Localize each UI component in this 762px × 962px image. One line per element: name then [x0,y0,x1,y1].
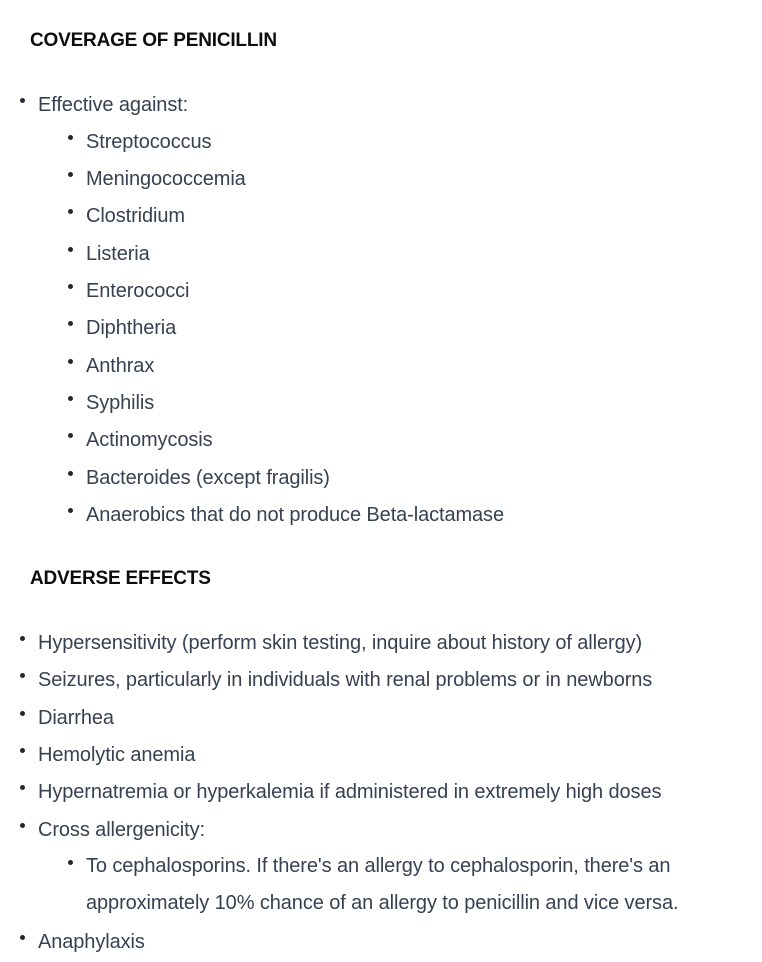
coverage-intro-item [38,92,188,118]
organism-item [86,465,330,491]
organism-text: Diphtheria [86,317,177,339]
bullet-icon [68,433,73,438]
bullet-icon [20,711,25,716]
adverse-text: Anaphylaxis [38,931,145,953]
organism-text: Listeria [86,243,150,265]
organism-item [86,129,211,155]
adverse-text: Seizures, particularly in individuals with renal problems or in newborns [38,669,653,691]
adverse-item [38,742,195,768]
organism-text: Clostridium [86,205,185,227]
cross-allergy-detail-text: To cephalosporins. If there's an allergy to cephalosporin, there's an approximately 10% chance of an allergy to penicillin and vice versa. [86,855,679,914]
adverse-text: Cross allergenicity: [38,819,205,841]
adverse-text: Hemolytic anemia [38,744,196,766]
bullet-icon [68,172,73,177]
adverse-item [38,705,114,731]
organism-item [86,315,176,341]
coverage-heading: COVERAGE OF PENICILLIN [30,30,277,51]
organism-text: Enterococci [86,280,190,302]
bullet-icon [20,785,25,790]
organism-item [86,353,154,379]
bullet-icon [68,247,73,252]
organism-text: Actinomycosis [86,429,213,451]
bullet-icon [20,935,25,940]
bullet-icon [68,396,73,401]
bullet-icon [20,673,25,678]
bullet-icon [20,98,25,103]
organism-item [86,241,150,267]
organism-item [86,166,246,192]
bullet-icon [20,823,25,828]
organism-item [86,502,504,528]
adverse-text: Diarrhea [38,707,114,729]
bullet-icon [68,508,73,513]
cross-allergy-detail-item [86,848,736,922]
organism-text: Anthrax [86,355,155,377]
bullet-icon [68,471,73,476]
bullet-icon [68,321,73,326]
adverse-item [38,779,661,805]
organism-text: Meningococcemia [86,168,246,190]
bullet-icon [68,135,73,140]
adverse-item [38,929,145,955]
organism-text: Streptococcus [86,131,212,153]
organism-text: Anaerobics that do not produce Beta-lactamase [86,504,504,526]
bullet-icon [68,359,73,364]
organism-item [86,390,154,416]
bullet-icon [68,284,73,289]
adverse-item [38,630,642,656]
organism-text: Syphilis [86,392,155,414]
bullet-icon [68,860,73,865]
adverse-heading: ADVERSE EFFECTS [30,568,211,589]
organism-item [86,278,189,304]
adverse-item [38,817,205,843]
adverse-text: Hypersensitivity (perform skin testing, inquire about history of allergy) [38,632,643,654]
adverse-item [38,667,652,693]
organism-item [86,427,213,453]
organism-item [86,203,185,229]
bullet-icon [68,209,73,214]
adverse-text: Hypernatremia or hyperkalemia if administered in extremely high doses [38,781,662,803]
coverage-intro-text: Effective against: [38,94,189,116]
bullet-icon [20,636,25,641]
bullet-icon [20,748,25,753]
organism-text: Bacteroides (except fragilis) [86,467,330,489]
